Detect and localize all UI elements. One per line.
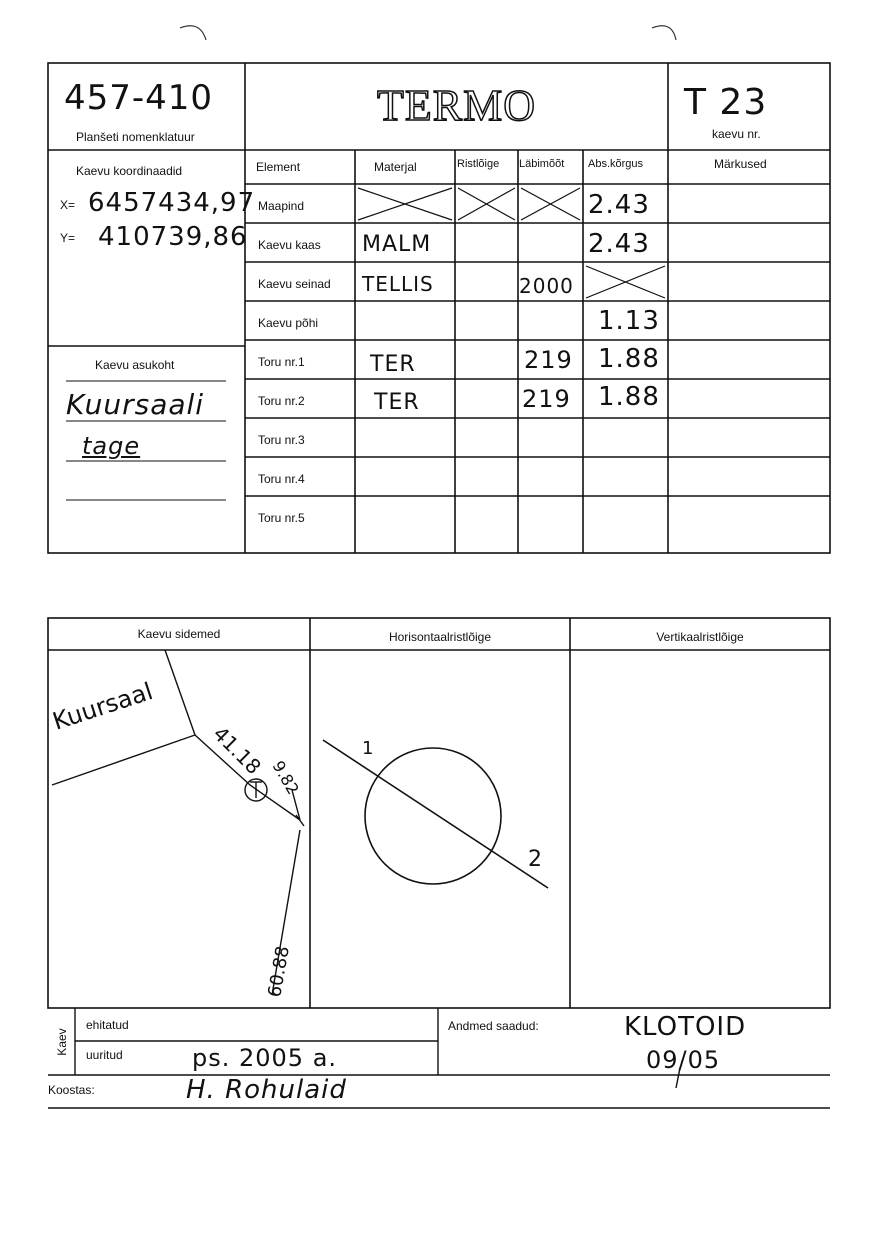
row-element: Maapind: [258, 199, 305, 213]
punch-mark-right: [652, 26, 676, 40]
pipe-line: [323, 740, 548, 888]
location-label: Kaevu asukoht: [95, 358, 175, 372]
well-id-label: kaevu nr.: [712, 127, 761, 141]
y-coordinate: 410739,86: [98, 222, 248, 252]
coordinates-label: Kaevu koordinaadid: [76, 164, 183, 178]
form-title: TERMO: [377, 81, 536, 130]
cell-abs-pohi: 1.13: [598, 306, 660, 336]
surveyed-label: uuritud: [86, 1048, 123, 1062]
location-line-1: Kuursaali: [66, 388, 205, 421]
built-label: ehitatud: [86, 1018, 129, 1032]
col-header-ristloige: Ristlõige: [457, 158, 500, 170]
sketch-distance-2: 9.82: [268, 757, 303, 798]
sketch-distance-3: 60.88: [264, 944, 294, 999]
lower-form-frame: [48, 618, 830, 1008]
sketch-distance-1: 41.18: [208, 721, 266, 780]
x-coordinate: 6457434,97: [88, 188, 256, 218]
row-element: Kaevu seinad: [258, 277, 331, 291]
col-header-materjal: Materjal: [374, 160, 417, 174]
cell-abs-kaas: 2.43: [588, 229, 650, 259]
sketch-place-label: Kuursaal: [49, 677, 157, 736]
cell-materjal-seinad: TELLIS: [362, 272, 434, 296]
x-prefix: X=: [60, 198, 76, 212]
data-received-date: 09/05: [646, 1046, 721, 1074]
sheet-number: 457-410: [64, 78, 214, 118]
col-header-abs: Abs.kõrgus: [588, 158, 644, 170]
cell-abs-maapind: 2.43: [588, 190, 650, 220]
col-header-element: Element: [256, 160, 301, 174]
cell-materjal-toru1: TER: [370, 352, 416, 377]
cell-materjal-toru2: TER: [374, 390, 420, 415]
row-element: Kaevu põhi: [258, 316, 319, 330]
well-id: T 23: [684, 82, 768, 123]
col-header-labimoot: Läbimõõt: [519, 158, 565, 170]
y-prefix: Y=: [60, 231, 76, 245]
row-element: Toru nr.1: [258, 355, 305, 369]
author-label: Koostas:: [48, 1083, 95, 1097]
row-element: Toru nr.5: [258, 511, 305, 525]
cell-labimoot-toru1: 219: [524, 346, 573, 374]
pipe-2-label: 2: [528, 847, 542, 872]
col-header-sidemed: Kaevu sidemed: [137, 627, 221, 641]
row-element: Toru nr.3: [258, 433, 305, 447]
cell-abs-toru2: 1.88: [598, 382, 660, 412]
col-header-horisontaal: Horisontaalristlõige: [388, 630, 492, 644]
col-header-markused: Märkused: [714, 157, 767, 171]
row-element: Toru nr.2: [258, 394, 305, 408]
cell-abs-toru1: 1.88: [598, 344, 660, 374]
pipe-1-label: 1: [362, 738, 374, 759]
surveyed-value: ps. 2005 a.: [192, 1044, 338, 1072]
cell-materjal-kaas: MALM: [362, 232, 432, 257]
author-value: H. Rohulaid: [186, 1075, 347, 1105]
kaev-side-label: Kaev: [55, 1028, 69, 1056]
cell-labimoot-toru2: 219: [522, 385, 571, 413]
row-element: Kaevu kaas: [258, 238, 321, 252]
row-element: Toru nr.4: [258, 472, 305, 486]
data-received-label: Andmed saadud:: [448, 1019, 539, 1033]
location-line-2: tage: [82, 432, 141, 460]
sheet-label: Planšeti nomenklatuur: [76, 130, 195, 144]
punch-mark-left: [180, 26, 206, 40]
data-received-value: KLOTOID: [624, 1012, 747, 1042]
cell-labimoot-seinad: 2000: [519, 274, 574, 298]
well-circle: [365, 748, 501, 884]
col-header-vertikaal: Vertikaalristlõige: [656, 630, 744, 644]
horizontal-section: [323, 740, 548, 888]
